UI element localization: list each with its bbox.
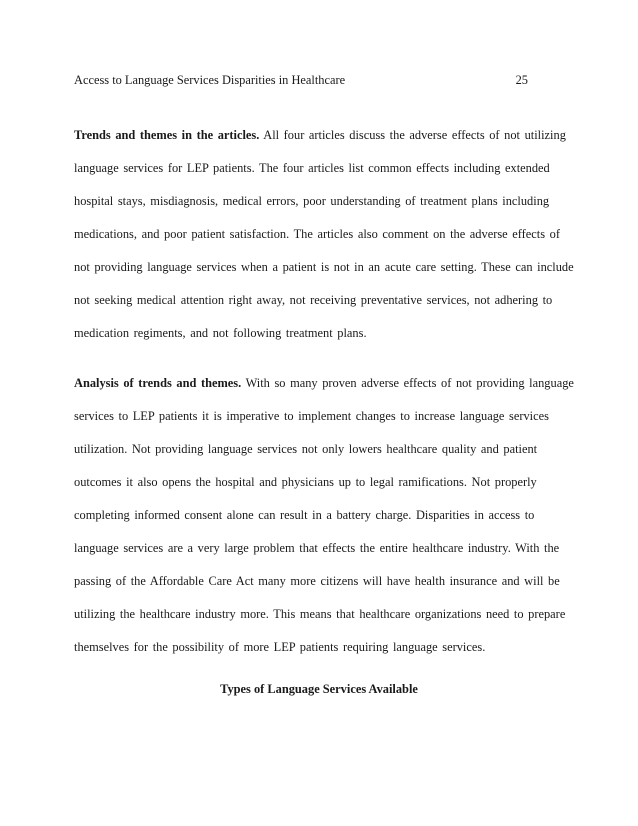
paragraph-line: utilization. Not providing language services not only lowers healthcare quality and patient [74,442,538,456]
page-number: 25 [515,73,528,87]
section-heading-trends: Trends and themes in the articles. [74,128,260,142]
paragraph-line: passing of the Affordable Care Act many more citizens will have health insurance and will be [74,574,560,588]
paragraph-line [74,127,566,143]
paragraph-text: All four articles discuss the adverse effects of not utilizing [259,128,566,142]
section-heading-analysis: Analysis of trends and themes. [74,376,242,390]
paragraph-line: themselves for the possibility of more LEP patients requiring language services. [74,640,486,654]
paragraph-line: language services for LEP patients. The four articles list common effects including extended [74,161,550,175]
running-title: Access to Language Services Disparities in Healthcare [74,73,346,87]
paragraph-line: hospital stays, misdiagnosis, medical errors, poor understanding of treatment plans including [74,194,550,208]
paragraph-line: services to LEP patients it is imperative to implement changes to increase language services [74,409,549,423]
paragraph-line: medications, and poor patient satisfaction. The articles also comment on the adverse effects of [74,227,560,241]
paragraph-line: utilizing the healthcare industry more. This means that healthcare organizations need to prepare [74,607,566,621]
paragraph-line: not seeking medical attention right away, not receiving preventative services, not adhering to [74,293,553,307]
paragraph-line: completing informed consent alone can result in a battery charge. Disparities in access to [74,508,535,522]
paragraph-line: medication regiments, and not following treatment plans. [74,326,367,340]
paragraph-line: not providing language services when a patient is not in an acute care setting. These can include [74,260,574,274]
paragraph-line: language services are a very large problem that effects the entire healthcare industry. With the [74,541,560,555]
section-heading-types: Types of Language Services Available [220,682,418,696]
paragraph-line: outcomes it also opens the hospital and physicians up to legal ramifications. Not properly [74,475,537,489]
paragraph-line [74,375,574,391]
paragraph-text: With so many proven adverse effects of not providing language [241,376,574,390]
